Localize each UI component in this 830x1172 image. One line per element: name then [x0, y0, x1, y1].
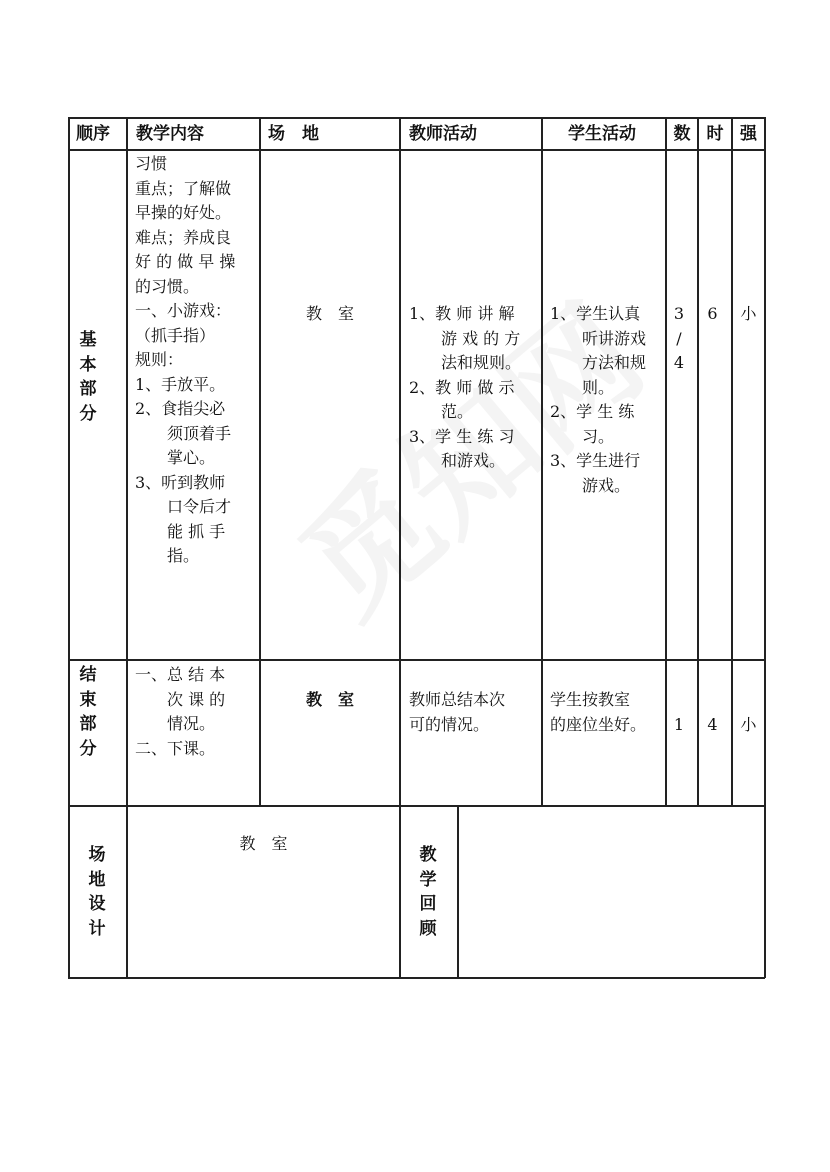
end-section-count: 1: [673, 715, 685, 734]
end-section-venue: 教 室: [305, 690, 354, 709]
header-order: 顺序: [76, 124, 110, 144]
table-line-col6: [697, 117, 699, 806]
end-section-intensity: 小: [740, 715, 757, 734]
teaching-review-label: 教 学 回 顾: [419, 845, 437, 939]
table-line-basic-bottom: [68, 659, 765, 661]
header-student: 学生活动: [568, 124, 636, 144]
header-intensity: 强: [740, 124, 757, 144]
table-line-left: [68, 117, 70, 978]
table-line-end-bottom: [68, 805, 765, 807]
table-line-bottom: [68, 977, 765, 979]
basic-section-count: 3 / 4: [673, 304, 685, 372]
header-count: 数: [673, 124, 691, 144]
venue-design-label: 场 地 设 计: [88, 845, 106, 939]
end-section-teacher-activity: 教师总结本次 可的情况。: [409, 690, 506, 734]
end-section-time: 4: [707, 715, 718, 734]
basic-section-venue: 教 室: [305, 304, 354, 323]
end-section-label: 结 束 部 分: [79, 665, 97, 759]
table-line-col5: [665, 117, 667, 806]
header-time: 时: [706, 124, 724, 144]
basic-section-teacher-activity: 1、教 师 讲 解 游 戏 的 方 法和规则。 2、教 师 做 示 范。 3、学 生 练 习 和游戏。: [409, 304, 522, 470]
table-line-col4: [541, 117, 543, 806]
end-section-student-activity: 学生按教室 的座位坐好。: [550, 690, 647, 734]
header-venue: 场 地: [268, 124, 319, 144]
table-line-col7: [731, 117, 733, 806]
basic-section-label: 基 本 部 分: [79, 330, 97, 424]
basic-section-intensity: 小: [740, 304, 757, 323]
header-content: 教学内容: [136, 124, 204, 144]
table-line-right: [764, 117, 766, 978]
venue-design-value: 教 室: [239, 834, 288, 853]
header-teacher: 教师活动: [409, 124, 477, 144]
basic-section-time: 6: [707, 304, 718, 323]
end-section-content: 一、总 结 本 次 课 的 情况。 二、下课。: [135, 665, 226, 758]
table-line-footer-split: [457, 805, 459, 978]
basic-section-student-activity: 1、学生认真 听讲游戏 方法和规 则。 2、学 生 练 习。 3、学生进行 游戏。: [550, 304, 647, 495]
basic-section-content: 习惯 重点；了解做 早操的好处。 难点；养成良 好 的 做 早 操 的习惯。 一、小游戏： （抓手指） 规则： 1、手放平。 2、食指尖必 须顶着手 掌心。 3、听到教师 口令后才 能 抓 手 指。: [135, 154, 236, 565]
